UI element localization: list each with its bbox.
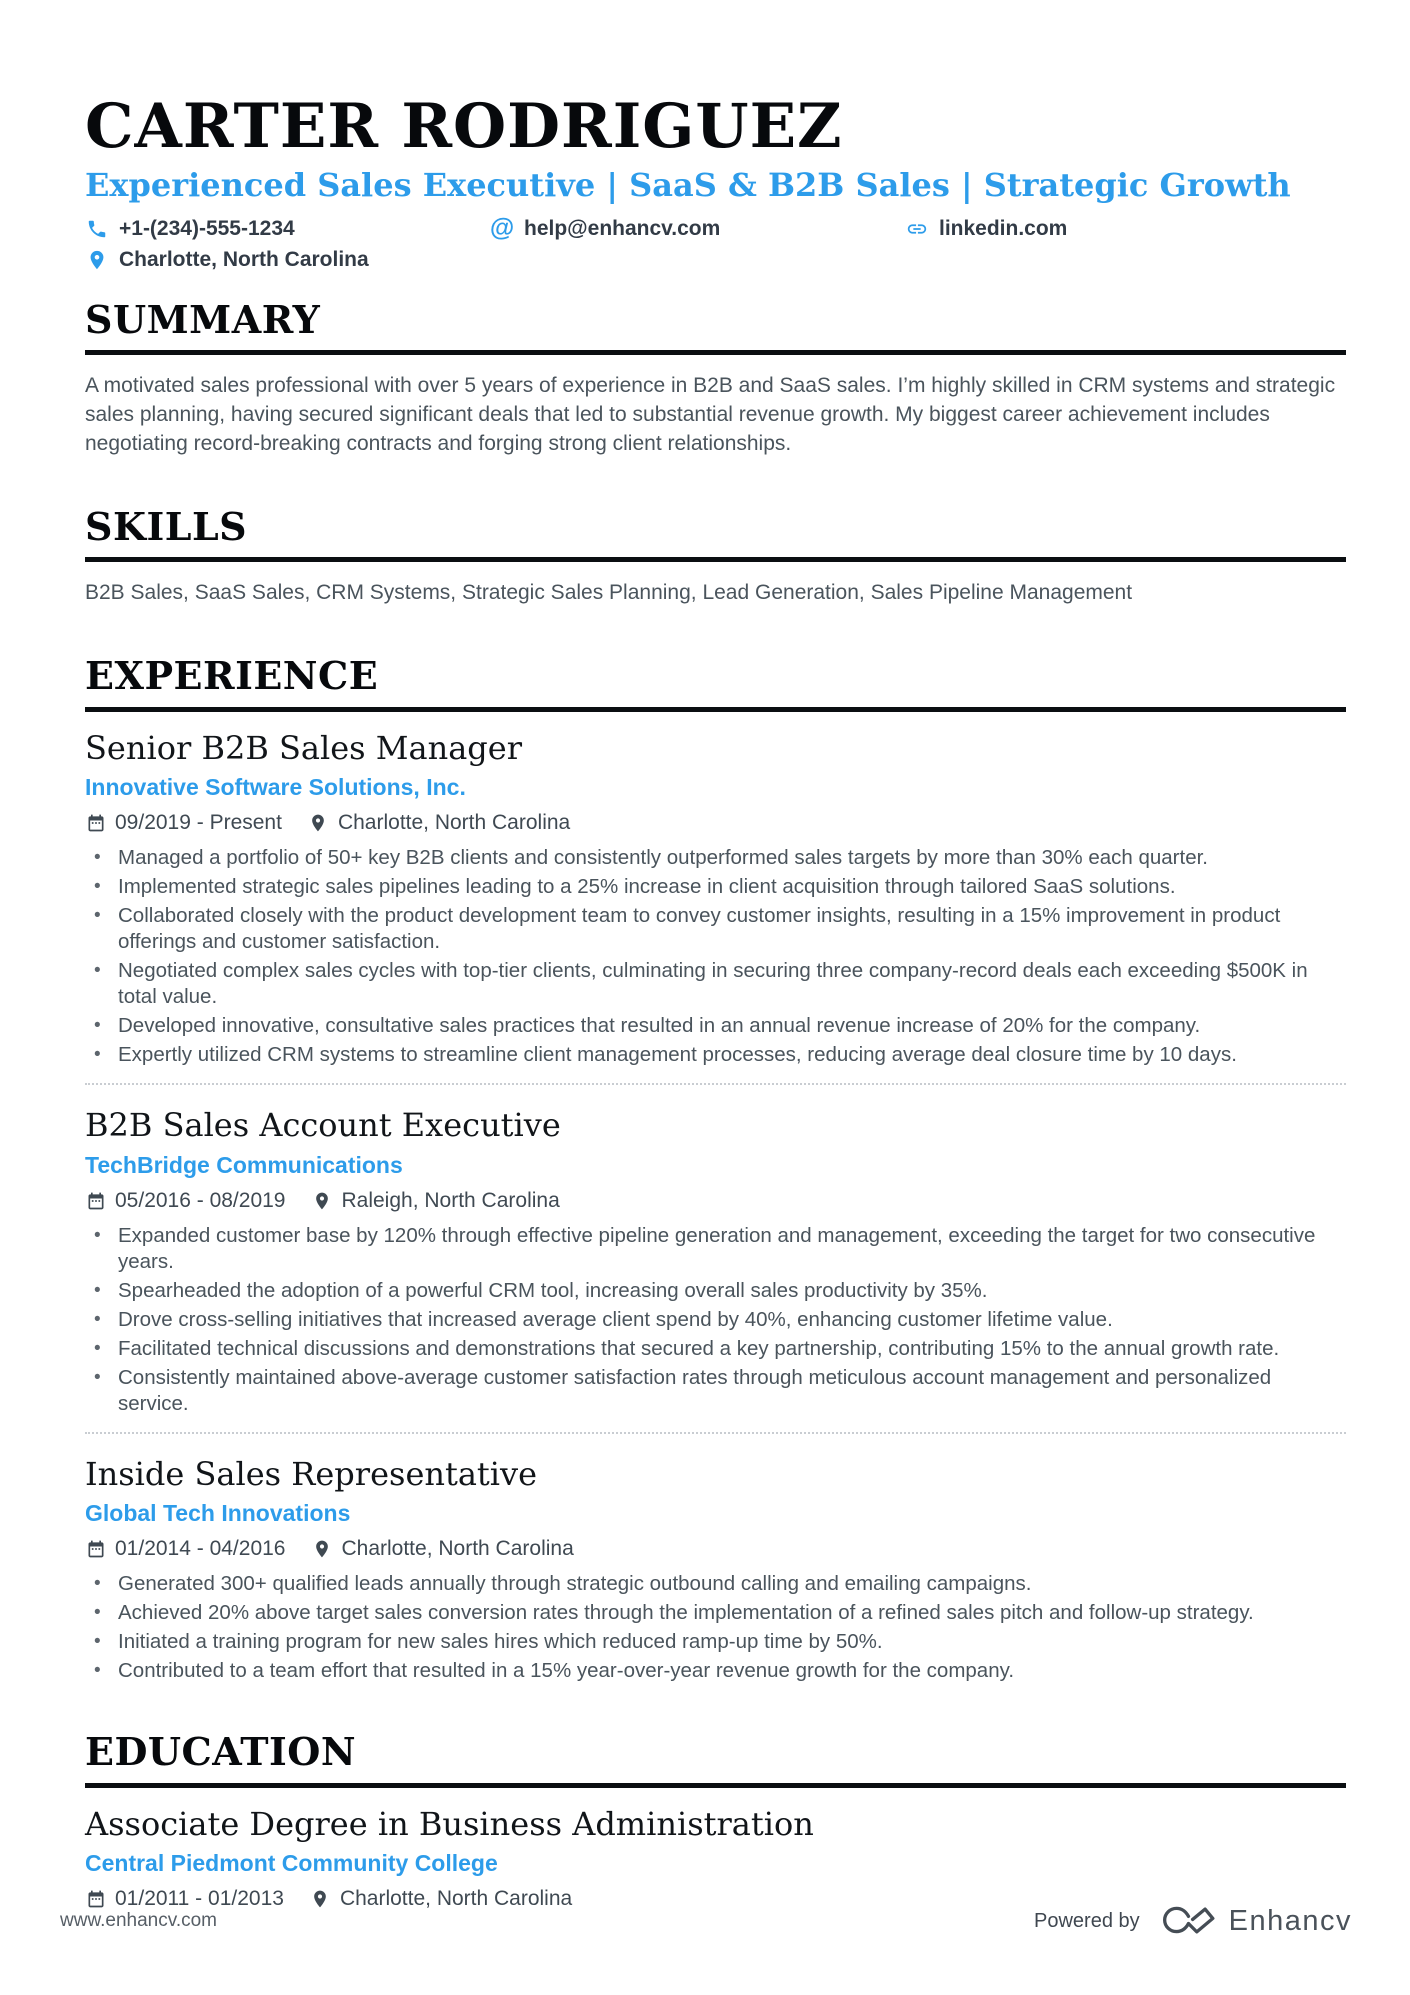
job-dates-label: 05/2016 - 08/2019: [115, 1188, 286, 1212]
experience-entry: [85, 712, 1346, 1068]
job-location-label: Charlotte, North Carolina: [337, 811, 571, 835]
job-bullet: • Managed a portfolio of 50+ key B2B clients and consistently outperformed sales targets by more than 30% each quarter.: [85, 845, 1346, 871]
job-bullet: • Achieved 20% above target sales conversion rates through the implementation of a refined sales pitch and follow-up strategy.: [85, 1600, 1346, 1626]
job-dates: [85, 1189, 285, 1213]
job-company: TechBridge Communications: [85, 1151, 403, 1178]
experience-entry: [85, 1432, 1346, 1684]
skills-heading: SKILLS: [85, 505, 1346, 563]
job-bullet: • Collaborated closely with the product development team to convey customer insights, resulting in a 15% improvement in product offerings and customer satisfaction.: [85, 903, 1346, 955]
job-bullet: • Drove cross-selling initiatives that increased average client spend by 40%, enhancing customer lifetime value.: [85, 1307, 1346, 1333]
at-icon: @: [489, 214, 515, 243]
contact-location-label: Charlotte, North Carolina: [119, 247, 369, 271]
location-pin-icon: [311, 1538, 332, 1559]
section-education: [85, 1730, 1346, 1911]
location-pin-icon: [308, 813, 329, 834]
job-meta: [85, 811, 1346, 835]
enhancv-logo-icon: [1160, 1903, 1218, 1939]
job-dates: [85, 1537, 285, 1561]
job-location: [311, 1537, 573, 1561]
resume-header: [85, 91, 1346, 272]
job-location: [311, 1189, 559, 1213]
location-pin-icon: [85, 248, 109, 272]
job-location: [308, 811, 570, 835]
summary-heading: SUMMARY: [85, 298, 1346, 356]
link-icon: [905, 217, 929, 241]
section-skills: [85, 505, 1346, 608]
contact-phone[interactable]: [85, 217, 490, 241]
contact-row-2: [85, 248, 1346, 272]
contact-block: [85, 214, 1346, 272]
job-bullet: • Spearheaded the adoption of a powerful CRM tool, increasing overall sales productivity by 35%.: [85, 1278, 1346, 1304]
job-meta: [85, 1537, 1346, 1561]
job-title: B2B Sales Account Executive: [85, 1106, 561, 1145]
job-bullet: • Expertly utilized CRM systems to streamline client management processes, reducing average deal closure time by 10 days.: [85, 1042, 1346, 1068]
job-meta: [85, 1189, 1346, 1213]
enhancv-wordmark: Enhancv: [1228, 1904, 1352, 1937]
education-dates-label: 01/2011 - 01/2013: [115, 1887, 284, 1911]
footer-site-link[interactable]: www.enhancv.com: [60, 1910, 217, 1931]
contact-email[interactable]: [489, 214, 905, 243]
education-heading: EDUCATION: [85, 1730, 1346, 1788]
section-experience: [85, 654, 1346, 1684]
job-bullets: [85, 1223, 1346, 1417]
education-location-label: Charlotte, North Carolina: [339, 1887, 573, 1911]
job-bullet: • Facilitated technical discussions and demonstrations that secured a key partnership, contributing 15% to the annual growth rate.: [85, 1336, 1346, 1362]
job-dates: [85, 811, 282, 835]
phone-icon: [85, 217, 109, 241]
experience-heading: EXPERIENCE: [85, 654, 1346, 712]
powered-by-label: Powered by: [1034, 1909, 1140, 1932]
contact-phone-label: +1-(234)-555-1234: [119, 216, 295, 240]
education-degree: Associate Degree in Business Administration: [85, 1804, 814, 1843]
experience-entry: [85, 1083, 1346, 1416]
contact-email-label: help@enhancv.com: [524, 216, 721, 240]
enhancv-brand[interactable]: [1160, 1903, 1352, 1939]
job-dates-label: 01/2014 - 04/2016: [115, 1536, 286, 1560]
job-bullet: • Developed innovative, consultative sales practices that resulted in an annual revenue increase of 20% for the company.: [85, 1013, 1346, 1039]
skills-text: B2B Sales, SaaS Sales, CRM Systems, Strategic Sales Planning, Lead Generation, Sales Pipeline Management: [85, 581, 1133, 605]
job-bullet: • Consistently maintained above-average customer satisfaction rates through meticulous account management and personalized service.: [85, 1365, 1346, 1417]
contact-link-label: linkedin.com: [939, 216, 1068, 240]
candidate-name: CARTER RODRIGUEZ: [85, 91, 843, 162]
job-location-label: Charlotte, North Carolina: [341, 1536, 574, 1560]
job-location-label: Raleigh, North Carolina: [341, 1188, 560, 1212]
contact-link[interactable]: [905, 217, 1067, 241]
job-bullet: • Implemented strategic sales pipelines leading to a 25% increase in client acquisition through tailored SaaS solutions.: [85, 874, 1346, 900]
summary-text: A motivated sales professional with over 5 years of experience in B2B and SaaS sales. I’m highly skilled in CRM systems and strategic sales planning, having secured significant deals that led to substantial revenue growth. My biggest career achievement includes negotiating record-breaking contracts and forging strong client relationships.: [85, 374, 1336, 455]
calendar-icon: [85, 1538, 106, 1559]
location-pin-icon: [311, 1190, 332, 1211]
calendar-icon: [85, 1190, 106, 1211]
contact-row-1: [85, 214, 1346, 243]
section-summary: [85, 298, 1346, 459]
education-school: Central Piedmont Community College: [85, 1850, 498, 1877]
calendar-icon: [85, 813, 106, 834]
job-bullet: • Initiated a training program for new sales hires which reduced ramp-up time by 50%.: [85, 1629, 1346, 1655]
contact-location: [85, 248, 490, 272]
job-bullet: • Generated 300+ qualified leads annually through strategic outbound calling and emailing campaigns.: [85, 1571, 1346, 1597]
job-bullets: [85, 845, 1346, 1068]
candidate-headline: Experienced Sales Executive | SaaS & B2B Sales | Strategic Growth: [85, 165, 1291, 204]
powered-by-block: [1034, 1903, 1352, 1939]
page-footer: [60, 1903, 1352, 1939]
job-bullets: [85, 1571, 1346, 1684]
job-bullet: • Negotiated complex sales cycles with top-tier clients, culminating in securing three company-record deals each exceeding $500K in total value.: [85, 958, 1346, 1010]
job-bullet: • Expanded customer base by 120% through effective pipeline generation and management, exceeding the target for two consecutive years.: [85, 1223, 1346, 1275]
job-dates-label: 09/2019 - Present: [115, 811, 282, 835]
job-title: Inside Sales Representative: [85, 1454, 538, 1493]
job-bullet: • Contributed to a team effort that resulted in a 15% year-over-year revenue growth for the company.: [85, 1658, 1346, 1684]
job-company: Innovative Software Solutions, Inc.: [85, 774, 466, 801]
job-title: Senior B2B Sales Manager: [85, 728, 523, 767]
job-company: Global Tech Innovations: [85, 1499, 351, 1526]
